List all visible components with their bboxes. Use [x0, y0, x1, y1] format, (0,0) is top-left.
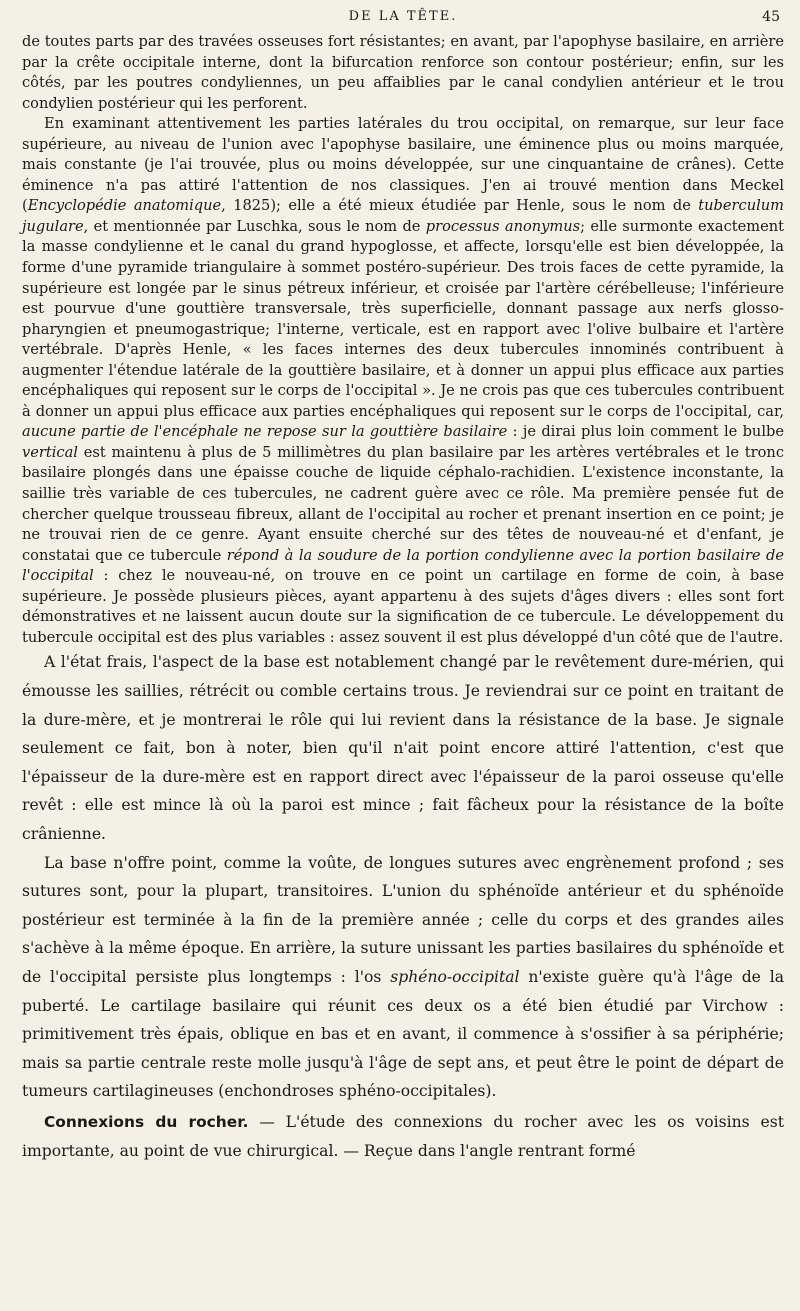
paragraph-base-sutures: La base n'offre point, comme la voûte, de longues sutures avec engrènement profond ; ses sutures sont, pour la plupart, transitoires. L'union du sphénoïde antérieur et du sphénoïde postérieur est terminée à la fin de la première année ; celle du corps et des grandes ailes s'achève à la même époque. En arrière, la suture unissant les parties basilaires du sphénoïde et de l'occipital persiste plus longtemps : l'os sphéno-occipital n'existe guère qu'à l'âge de la puberté. Le cartilage basilaire qui réunit ces deux os a été bien étudié par Virchow : primitivement très épais, oblique en bas et en avant, il commence à s'ossifier à sa périphérie; mais sa partie centrale reste molle jusqu'à l'âge de sept ans, et peut être le point de départ de tumeurs cartilagineuses (enchondroses sphéno-occipitales). [22, 853, 784, 1101]
running-title: DE LA TÊTE. [348, 9, 458, 24]
emphasis-vertical: vertical [22, 443, 78, 461]
term-processus-anonymus: processus anonymus [425, 217, 581, 235]
emphasis-no-encephalon: aucune partie de l'encéphale ne repose sur la gouttière basilaire [22, 423, 508, 441]
term-spheno-occipital: sphéno-occipital [390, 967, 520, 986]
running-head [22, 2, 784, 32]
term-tuberculum-jugulare: tuberculum jugulare [22, 197, 784, 235]
section-text: — L'étude des connexions du rocher avec les os voisins est importante, au point de vue chirurgical. — Reçue dans l'angle rentrant formé [22, 1112, 784, 1160]
paragraph-tuberculum-jugulare: En examinant attentivement les parties latérales du trou occipital, on remarque, sur leur face supérieure, au niveau de l'union avec l'apophyse basilaire, une éminence plus ou moins marquée, mais constante (je l'ai trouvée, plus ou moins développée, sur une cinquantaine de crânes). Cette éminence n'a pas attiré l'attention de nos classiques. J'en ai trouvé mention dans Meckel (Encyclopédie anatomique, 1825); elle a été mieux étudiée par Henle, sous le nom de tuberculum jugulare, et mentionnée par Luschka, sous le nom de processus anonymus; elle surmonte exactement la masse condylienne et le canal du grand hypoglosse, et affecte, lorsqu'elle est bien développée, la forme d'une pyramide triangulaire à sommet postéro-supérieur. Des trois faces de cette pyramide, la supérieure est longée par le sinus pétreux inférieur, et croisée par l'artère cérébelleuse; l'inférieure est pourvue d'une gouttière transversale, très superficielle, donnant passage aux nerfs glosso-pharyngien et pneumogastrique; l'interne, verticale, est en rapport avec l'olive bulbaire et l'artère vertébrale. D'après Henle, « les faces internes des deux tubercules innominés contribuent à augmenter l'étendue latérale de la gouttière basilaire, et à donner un appui plus efficace aux parties encéphaliques qui reposent sur le corps de l'occipital ». Je ne crois pas que ces tubercules contribuent à donner un appui plus efficace aux parties encéphaliques qui reposent sur le corps de l'occipital, car, aucune partie de l'encéphale ne repose sur la gouttière basilaire : je dirai plus loin comment le bulbe vertical est maintenu à plus de 5 millimètres du plan basilaire par les artères vertébrales et le tronc basilaire plongés dans une épaisse couche de liquide céphalo-rachidien. L'existence inconstante, la saillie très variable de ces tubercules, ne cadrent guère avec ce rôle. Ma première pensée fut de chercher quelque trousseau fibreux, allant de l'occipital au rocher et prenant insertion en ce point; je ne trouvai rien de ce genre. Ayant ensuite cherché sur des têtes de nouveau-né et d'enfant, je constatai que ce tubercule répond à la soudure de la portion condylienne avec la portion basilaire de l'occipital : chez le nouveau-né, on trouve en ce point un cartilage en forme de coin, à base supérieure. Je possède plusieurs pièces, ayant appartenu à des sujets d'âges divers : elles sont fort démonstratives et ne laissent aucun doute sur la signification de ce tubercule. Le développement du tubercule occipital est des plus variables : assez souvent il est plus développé d'un côté que de l'autre. [22, 115, 784, 646]
page-number: 45 [762, 9, 780, 25]
paragraph-dure-mere: A l'état frais, l'aspect de la base est notablement changé par le revêtement dure-mérien, qui émousse les saillies, rétrécit ou comble certains trous. Je reviendrai sur ce point en traitant de la dure-mère, et je montrerai le rôle qui lui revient dans la résistance de la base. Je signale seulement ce fait, bon à noter, bien qu'il n'ait point encore attiré l'attention, c'est que l'épaisseur de la dure-mère est en rapport direct avec l'épaisseur de la paroi osseuse qu'elle revêt : elle est mince là où la paroi est mince ; fait fâcheux pour la résistance de la boîte crânienne. [22, 653, 784, 843]
emphasis-soudure: répond à la soudure de la portion condylienne avec la portion basilaire de l'occipital [22, 546, 784, 585]
section-connexions-rocher [22, 1108, 784, 1165]
citation-encyclopedie: Encyclopédie anatomique [27, 197, 222, 215]
section-title: Connexions du rocher. [44, 1112, 249, 1131]
paragraph-foramen-reinforcement: de toutes parts par des travées osseuses fort résistantes; en avant, par l'apophyse basilaire, en arrière par la crête occipitale interne, dont la bifurcation renforce son contour postérieur; enfin, sur les côtés, par les poutres condyliennes, un peu affaiblies par le canal condylien antérieur et le trou condylien postérieur qui les perforent. [22, 33, 784, 112]
